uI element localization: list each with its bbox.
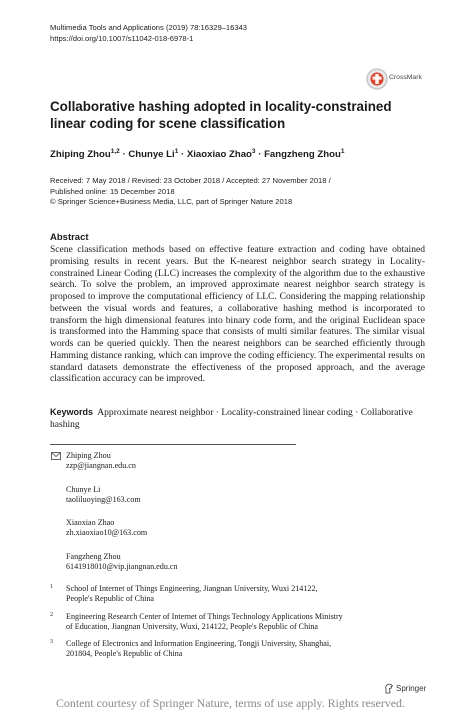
doi-link[interactable]: https://doi.org/10.1007/s11042-018-6978-1 bbox=[50, 34, 194, 43]
dates-line: Received: 7 May 2018 / Revised: 23 October 2018 / Accepted: 27 November 2018 / bbox=[50, 176, 331, 185]
contact-name: Chunye Li bbox=[66, 484, 101, 494]
footnote-divider bbox=[50, 444, 296, 445]
author-list bbox=[50, 148, 344, 160]
contact-entry bbox=[66, 485, 178, 506]
affiliation bbox=[50, 612, 430, 633]
author-separator: · bbox=[119, 149, 129, 161]
affiliation-line: 201804, People's Republic of China bbox=[66, 649, 183, 659]
author-separator: · bbox=[178, 149, 187, 161]
contact-entry bbox=[66, 451, 178, 472]
affiliation-line: People's Republic of China bbox=[66, 594, 155, 604]
affiliation-number: 2 bbox=[50, 611, 53, 618]
affiliation bbox=[50, 584, 430, 605]
journal-header bbox=[50, 22, 247, 44]
journal-line: Multimedia Tools and Applications (2019) 78:16329–16343 bbox=[50, 23, 248, 32]
keywords-text: Approximate nearest neighbor · Locality-constrained linear coding · Collaborative hashing bbox=[50, 407, 413, 430]
author-name: Xiaoxiao Zhao bbox=[186, 149, 252, 161]
publication-dates bbox=[50, 176, 331, 208]
springer-horse-icon bbox=[384, 683, 394, 694]
affiliation-line: School of Internet of Things Engineering, Jiangnan University, Wuxi 214122, bbox=[66, 584, 318, 593]
affiliation-number: 1 bbox=[50, 584, 53, 590]
contact-email[interactable]: taoliluoying@163.com bbox=[66, 494, 141, 504]
affiliation bbox=[50, 639, 430, 660]
contact-email[interactable]: zh.xiaoxiao10@163.com bbox=[66, 528, 148, 538]
author-affil-ref: 1 bbox=[340, 148, 345, 155]
keywords-label: Keywords bbox=[50, 407, 94, 417]
author-affil-ref: 1,2 bbox=[110, 148, 120, 155]
contact-name: Fangzheng Zhou bbox=[66, 551, 121, 561]
contact-email[interactable]: zzp@jiangnan.edu.cn bbox=[66, 461, 136, 471]
springer-label: Springer bbox=[396, 684, 427, 693]
contact-name: Xiaoxiao Zhao bbox=[66, 518, 115, 528]
contact-entry bbox=[66, 552, 178, 573]
keywords bbox=[50, 406, 425, 431]
copyright-line: © Springer Science+Business Media, LLC, part of Springer Nature 2018 bbox=[50, 197, 293, 207]
courtesy-watermark: Content courtesy of Springer Nature, terms of use apply. Rights reserved. bbox=[56, 696, 405, 710]
author-name: Chunye Li bbox=[128, 149, 175, 161]
affiliation-list bbox=[50, 584, 430, 667]
contact-list bbox=[66, 451, 178, 585]
springer-logo bbox=[384, 683, 444, 695]
author-affil-ref: 1 bbox=[174, 148, 179, 155]
abstract-text: Scene classification methods based on effective feature extraction and coding have obtained promising results in recent years. But the K-nearest neighbor search strategy in Locality-constrained Linear Coding (LLC) increases the complexity of the algorithm due to the exhaustive search. To solve the problem, an improved approximate nearest neighbor search strategy is proposed to improve the computational efficiency of LLC. Considering the mapping relationship between the visual words and features, a collaborative hashing method is incorporated to transform the high dimensional features into binary code form, and the original Euclidean space is transformed into the Hamming space that consists of multi similar features. The similar visual words can be queried quickly. Then the nearest neighbors can be searched efficiently through Hamming distance ranking, which can improve the coding efficiency. The experimental results on standard datasets demonstrate the effectiveness of the proposed approach, and the average classification accuracy can be improved. bbox=[50, 244, 425, 385]
contact-email[interactable]: 6141918010@vip.jiangnan.edu.cn bbox=[66, 562, 178, 572]
crossmark-icon bbox=[366, 68, 388, 90]
dates-line: Published online: 15 December 2018 bbox=[50, 186, 175, 196]
crossmark-label: CrossMark bbox=[389, 74, 422, 81]
author-affil-ref: 3 bbox=[251, 148, 256, 155]
contact-entry bbox=[66, 518, 178, 539]
abstract-heading: Abstract bbox=[50, 232, 89, 243]
crossmark-badge[interactable] bbox=[366, 68, 436, 92]
paper-title: Collaborative hashing adopted in locality-constrained linear coding for scene classification bbox=[50, 99, 392, 131]
author-name: Zhiping Zhou bbox=[50, 149, 111, 161]
envelope-icon bbox=[51, 452, 61, 460]
contact-name: Zhiping Zhou bbox=[66, 451, 111, 460]
author-separator: · bbox=[255, 149, 265, 161]
author-name: Fangzheng Zhou bbox=[264, 149, 341, 161]
affiliation-line: of Education, Jiangnan University, Wuxi, 214122, People's Republic of China bbox=[66, 621, 319, 631]
affiliation-number: 3 bbox=[50, 639, 53, 646]
affiliation-line: College of Electronics and Information Engineering, Tongji University, Shanghai, bbox=[66, 639, 332, 649]
affiliation-line: Engineering Research Center of Internet of Things Technology Applications Ministry bbox=[66, 611, 343, 621]
